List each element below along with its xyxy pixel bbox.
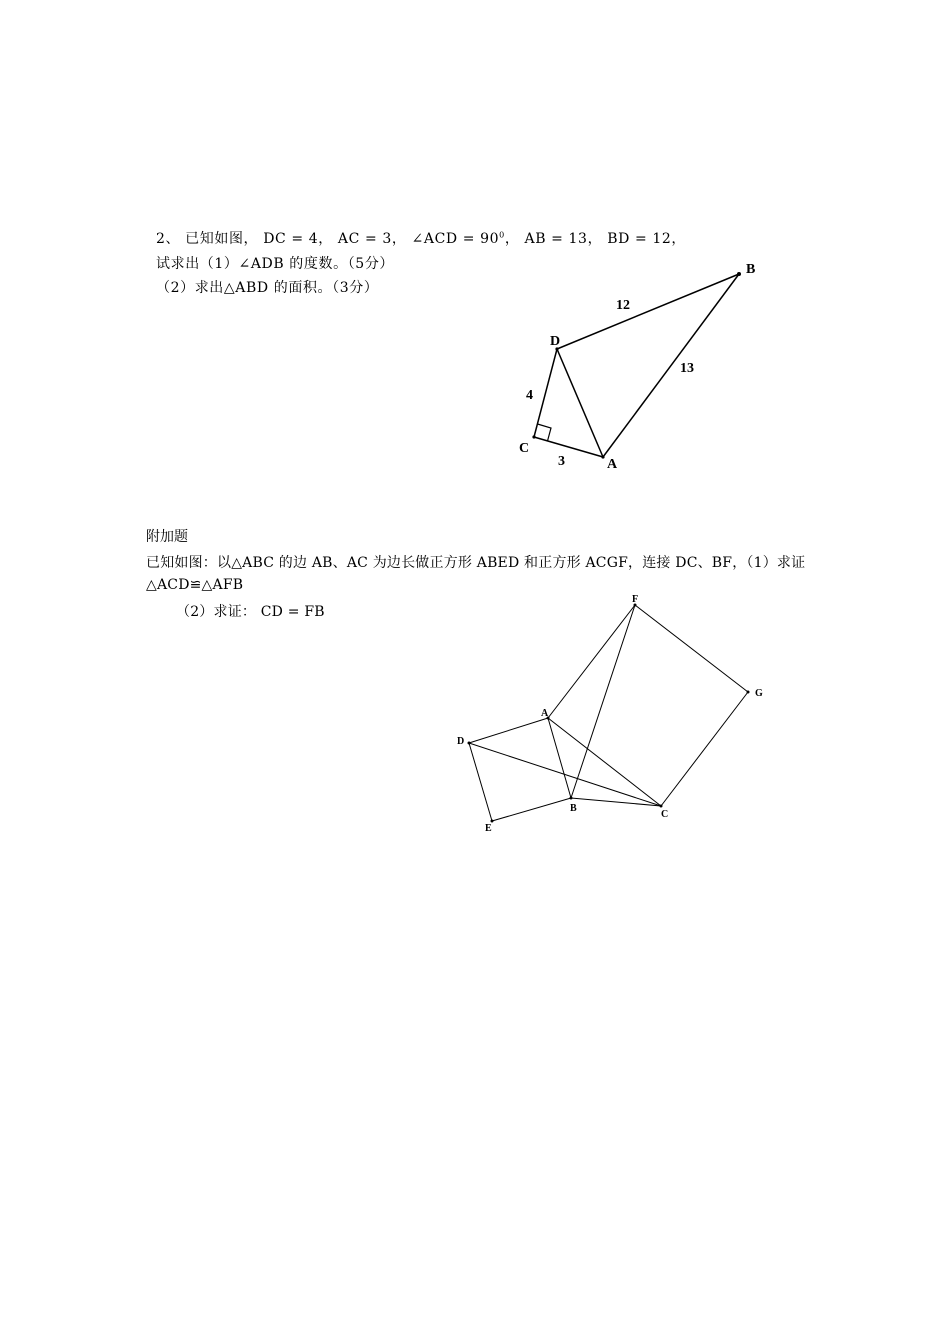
segment-af [548, 605, 635, 718]
problem2-line1-suffix: ， AB = 13， BD = 12， [504, 231, 686, 247]
segment-fg [635, 605, 748, 692]
bonus-line1: 已知如图：以△ABC 的边 AB、AC 为边长做正方形 ABED 和正方形 ACGF，连接 DC、BF，（1）求证 [146, 555, 806, 571]
segment-ed [469, 743, 492, 821]
segment-fb [571, 605, 635, 798]
label-d: D [550, 334, 561, 349]
bonus-line3: （2）求证： CD = FB [176, 604, 325, 620]
degree-superscript: 0 [499, 230, 505, 240]
point-b [570, 797, 573, 800]
bonus-line2: △ACD≌△AFB [146, 577, 244, 593]
segment-gc [661, 692, 748, 806]
edge-label-ab: 13 [680, 361, 694, 376]
label-c: C [519, 441, 530, 456]
segment-ca [548, 718, 661, 806]
point-g [747, 691, 750, 694]
point-c [660, 805, 663, 808]
bonus-title: 附加题 [146, 529, 188, 545]
segment-da [469, 718, 548, 743]
label-d: D [457, 736, 465, 747]
edge-label-db: 12 [616, 298, 630, 313]
segment-ab [548, 718, 571, 798]
edge-label-dc: 4 [526, 388, 533, 403]
problem2-line3: （2）求出△ABD 的面积。（3分） [156, 280, 379, 296]
edge-label-ca: 3 [558, 454, 565, 469]
label-b: B [570, 803, 577, 814]
label-e: E [485, 823, 492, 834]
segment-dc [469, 743, 661, 806]
label-c: C [661, 809, 669, 820]
problem2-line1-prefix: 2、 已知如图， DC = 4， AC = 3， ∠ACD = 90 [156, 231, 500, 247]
problem2-line2: 试求出（1）∠ADB 的度数。（5分） [156, 256, 395, 272]
point-d [468, 742, 471, 745]
label-b: B [746, 262, 756, 277]
label-a: A [541, 708, 549, 719]
segment-be [492, 798, 571, 821]
label-g: G [755, 688, 763, 699]
label-f: F [632, 594, 639, 605]
label-a: A [607, 457, 618, 472]
